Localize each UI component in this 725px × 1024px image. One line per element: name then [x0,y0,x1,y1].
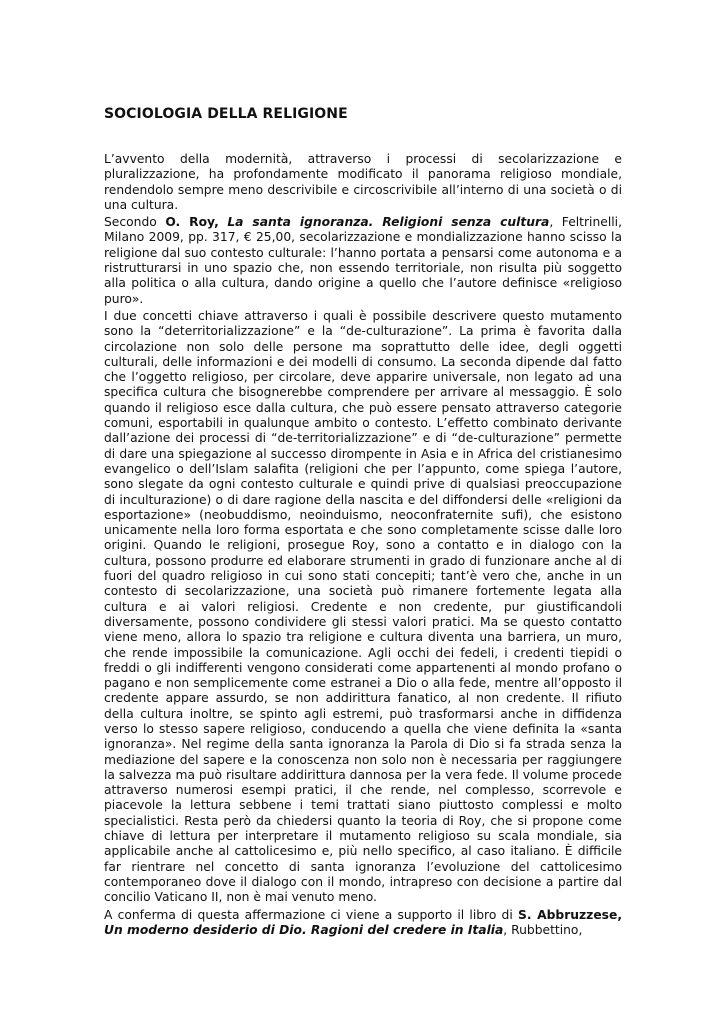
book-title: La santa ignoranza. Religioni senza cultura [227,215,550,230]
book-author: S. Abbruzzese, [517,907,623,922]
paragraph-intro: L’avvento della modernità, attraverso i processi di secolarizzazione e pluralizzazione, ha profondamente modificato il panorama religioso mondiale, rendendolo sempre meno descrivibile e circoscrivibile all’interno di una società o di una cultura. [104,152,622,212]
paragraph-lead: Secondo [104,215,166,230]
book-author: O. Roy, [165,215,219,230]
document-title: SOCIOLOGIA DELLA RELIGIONE [104,106,348,122]
paragraph-roy-review [104,215,622,307]
paragraph-abbruzzese [104,908,622,939]
book-title: Un moderno desiderio di Dio. Ragioni del credere in Italia [104,922,504,937]
paragraph-rest: , Rubbettino, [503,922,583,937]
paragraph-key-concepts: I due concetti chiave attraverso i quali è possibile descrivere questo mutamento sono la “deterritorializzazione” e la “de-culturazione”. La prima è favorita dalla circolazione non solo delle persone ma soprattutto delle idee, degli oggetti culturali, delle informazioni e dei modelli di consumo. La seconda dipende dal fatto che l’oggetto religioso, per circolare, deve apparire universale, non legato ad una specifica cultura che bisognerebbe comprendere per arrivare al messaggio. È solo quando il religioso esce dalla cultura, che può essere pensato attraverso categorie comuni, esportabili in qualunque ambito o contesto. L’effetto combinato derivante dall’azione dei processi di “de-territorializzazione” e di “de-culturazione” permette di dare una spiegazione al successo dirompente in Asia e in Africa del cristianesimo evangelico o dell’Islam salafita (religioni che per l’appunto, come spiega l’autore, sono slegate da ogni contesto culturale e quindi prive di qualsiasi preoccupazione di inculturazione) o di dare ragione della nascita e del diffondersi delle «religioni da esportazione» (neobuddismo, neoinduismo, neoconfraternite sufi), che esistono unicamente nella loro forma esportata e che sono completamente scisse dalle loro origini. Quando le religioni, prosegue Roy, sono a contatto e in dialogo con la cultura, possono produrre ed elaborare strumenti in grado di funzionare anche al di fuori del quadro religioso in cui sono stati concepiti; tant’è vero che, anche in un contesto di secolarizzazione, una società può rimanere fortemente legata alla cultura e ai valori religiosi. Credente e non credente, pur giustificandoli diversamente, possono condividere gli stessi valori pratici. Ma se questo contatto viene meno, allora lo spazio tra religione e cultura diventa una barriera, un muro, che rende impossibile la comunicazione. Agli occhi dei fedeli, i credenti tiepidi o freddi o gli indifferenti vengono considerati come appartenenti al mondo profano o pagano e non semplicemente come estranei a Dio o alla fede, mentre all’opposto il credente appare assurdo, se non addirittura fanatico, al non credente. Il rifiuto della cultura inoltre, se spinto agli estremi, può trasformarsi anche in diffidenza verso lo stesso sapere religioso, conducendo a quella che viene definita la «santa ignoranza». Nel regime della santa ignoranza la Parola di Dio si fa strada senza la mediazione del sapere e la conoscenza non solo non è necessaria per raggiungere la salvezza ma può risultare addirittura dannosa per la vera fede. Il volume procede attraverso numerosi esempi pratici, il che rende, nel complesso, scorrevole e piacevole la lettura sebbene i temi trattati siano piuttosto complessi e molto specialistici. Resta però da chiedersi quanto la teoria di Roy, che si propone come chiave di lettura per interpretare il mutamento religioso su scala mondiale, sia applicabile anche al cattolicesimo e, più nello specifico, al caso italiano. È difficile far rientrare nel concetto di santa ignoranza l’evoluzione del cattolicesimo contemporaneo dove il dialogo con il mondo, intrapreso con decisione a partire dal concilio Vaticano II, non è mai venuto meno. [104,308,622,905]
paragraph-lead: A conferma di questa affermazione ci viene a supporto il libro di [104,907,518,922]
document-page [104,104,622,940]
paragraph-rest: , Feltrinelli, Milano 2009, pp. 317, € 25,00, secolarizzazione e mondializzazione hanno scisso la religione dal suo contesto culturale: l’hanno portata a pensarsi come autonoma e a ristrutturarsi in uno spazio che, non essendo territoriale, non risulta più soggetto alla politica o alla cultura, dando origine a quello che l’autore definisce «religioso puro». [104,215,622,306]
